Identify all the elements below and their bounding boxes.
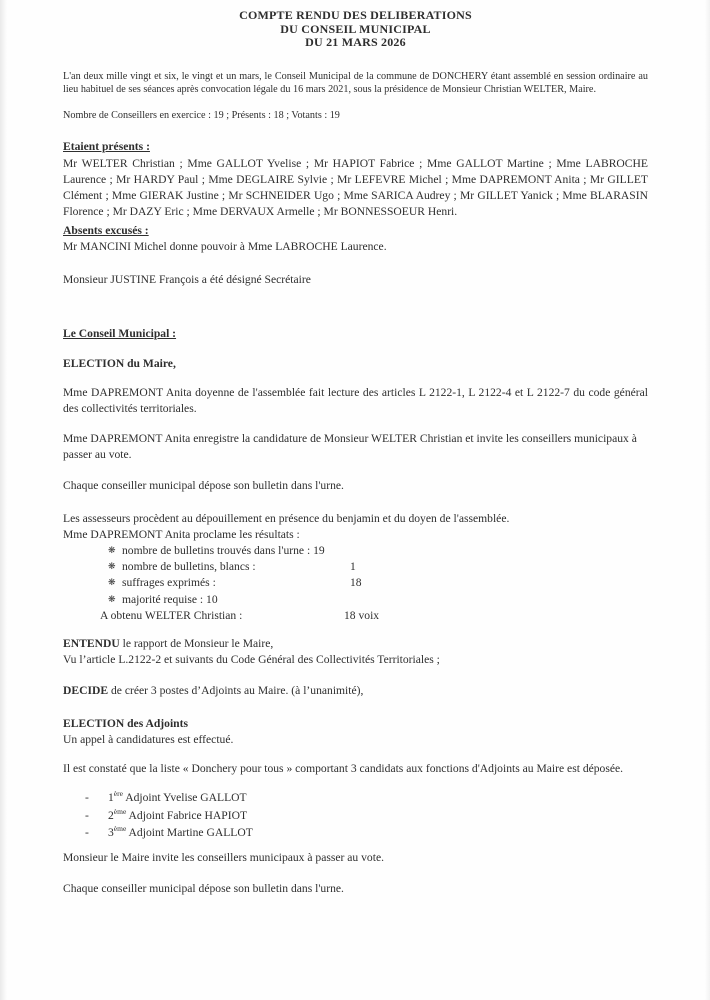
adjoint-ordinal: 1 — [108, 791, 114, 805]
candidature-paragraph: Mme DAPREMONT Anita enregistre la candidature de Monsieur WELTER Christian et invite les conseillers municipaux à passer au vote. — [63, 431, 637, 462]
adjoint-item-2 — [85, 807, 648, 824]
presents-heading — [63, 139, 648, 155]
result-label: A obtenu WELTER Christian : — [100, 608, 243, 622]
entendu-bold-word: ENTENDU — [63, 636, 120, 650]
appel-candidatures-line: Un appel à candidatures est effectué. — [63, 732, 234, 746]
vu-article-line: Vu l’article L.2122-2 et suivants du Code Général des Collectivités Territoriales ; — [63, 653, 440, 667]
result-line-suffrages — [108, 575, 648, 591]
liste-constate-paragraph: Il est constaté que la liste « Donchery pour tous » comportant 3 candidats aux fonctions d'Adjoints au Maire est déposée. — [63, 761, 624, 775]
adjoint-ordinal-suffix: ème — [113, 806, 127, 816]
absents-heading-text: Absents excusés : — [63, 223, 149, 237]
flower-bullet-icon: ❋ — [108, 594, 116, 605]
adjoint-item-1 — [85, 789, 648, 806]
adjoint-ordinal-suffix: ème — [113, 824, 127, 834]
decide-rest: de créer 3 postes d’Adjoints au Maire. (à l’unanimité), — [108, 684, 364, 698]
result-label: nombre de bulletins trouvés dans l'urne : 19 — [122, 543, 325, 557]
bulletin-urne-paragraph-2: Chaque conseiller municipal dépose son bulletin dans l'urne. — [63, 881, 344, 895]
entendu-line — [63, 636, 648, 652]
presents-names-paragraph: Mr WELTER Christian ; Mme GALLOT Yvelise ; Mr HAPIOT Fabrice ; Mme GALLOT Martine ; Mme LABROCHE Laurence ; Mr HARDY Paul ; Mme DEGLAIRE Sylvie ; Mr LEFEVRE Michel ; Mme DAPREMONT Anita ; Mr GILLET Clément ; Mme GIERAK Justine ; Mr SCHNEIDER Ugo ; Mme SARICA Audrey ; Mr GILLET Yanick ; Mme BLARASIN Florence ; Mr DAZY Eric ; Mme DERVAUX Armelle ; Mr BONNESSOEUR Henri. — [63, 156, 648, 219]
result-line-obtenu — [100, 608, 648, 624]
dash-bullet-icon: - — [85, 791, 89, 805]
adjoints-list — [85, 789, 648, 841]
result-label: suffrages exprimés : — [122, 576, 216, 590]
entendu-rest: le rapport de Monsieur le Maire, — [119, 636, 274, 650]
proclame-resultats-line: Mme DAPREMONT Anita proclame les résultats : — [63, 527, 300, 541]
result-label: nombre de bulletins, blancs : — [122, 560, 256, 574]
result-value: 18 — [350, 576, 362, 590]
assesseurs-paragraph: Les assesseurs procèdent au dépouillement en présence du benjamin et du doyen de l'assemblée. — [63, 511, 510, 525]
entendu-block — [63, 636, 648, 668]
dash-bullet-icon: - — [85, 826, 89, 839]
adjoint-item-3 — [85, 824, 648, 841]
presents-heading-text: Etaient présents : — [63, 139, 150, 153]
title-line-1: COMPTE RENDU DES DELIBERATIONS — [239, 8, 472, 22]
election-adjoints-heading: ELECTION des Adjoints — [63, 716, 188, 730]
adjoint-ordinal: 3 — [108, 826, 114, 839]
dash-bullet-icon: - — [85, 808, 89, 822]
intro-paragraph: L'an deux mille vingt et six, le vingt et un mars, le Conseil Municipal de la commune de DONCHERY étant assemblé en session ordinaire au lieu habituel de ses séances après convocation légale du 16 mars 2021, sous la présidence de Monsieur Christian WELTER, Maire. — [63, 70, 648, 95]
result-line-bulletins-trouves — [108, 543, 648, 559]
election-maire-heading: ELECTION du Maire, — [63, 357, 176, 371]
flower-bullet-icon: ❋ — [108, 562, 116, 573]
vote-results-list — [100, 543, 648, 624]
maire-invite-line: Monsieur le Maire invite les conseillers municipaux à passer au vote. — [63, 851, 384, 865]
bulletin-urne-paragraph-1: Chaque conseiller municipal dépose son bulletin dans l'urne. — [63, 479, 344, 493]
secretary-line: Monsieur JUSTINE François a été désigné Secrétaire — [63, 272, 311, 286]
lecture-articles-paragraph: Mme DAPREMONT Anita doyenne de l'assemblée fait lecture des articles L 2122-1, L 2122-4 et L 2122-7 du code général des collectivités territoriales. — [63, 385, 648, 415]
flower-bullet-icon: ❋ — [108, 578, 116, 589]
title-line-3: DU 21 MARS 2026 — [305, 35, 406, 49]
result-line-majorite — [108, 592, 648, 608]
absents-text: Mr MANCINI Michel donne pouvoir à Mme LABROCHE Laurence. — [63, 239, 387, 253]
result-label: majorité requise : 10 — [122, 592, 218, 606]
adjoint-name: Adjoint Fabrice HAPIOT — [126, 808, 248, 822]
council-heading — [63, 326, 648, 342]
result-value: 1 — [350, 560, 356, 574]
adjoint-ordinal-suffix: ère — [113, 789, 123, 799]
result-line-bulletins-blancs — [108, 559, 648, 575]
adjoint-name: Adjoint Martine GALLOT — [126, 826, 253, 839]
decide-bold-word: DECIDE — [63, 684, 109, 698]
adjoint-name: Adjoint Yvelise GALLOT — [122, 791, 247, 805]
council-heading-text: Le Conseil Municipal : — [63, 327, 177, 341]
counselors-counts-line: Nombre de Conseillers en exercice : 19 ; Présents : 18 ; Votants : 19 — [63, 109, 340, 121]
flower-bullet-icon: ❋ — [108, 545, 116, 556]
absents-heading — [63, 223, 648, 239]
adjoint-ordinal: 2 — [108, 808, 114, 822]
document-title — [63, 9, 648, 50]
result-value: 18 voix — [344, 608, 380, 622]
decide-line — [63, 683, 648, 699]
title-line-2: DU CONSEIL MUNICIPAL — [280, 21, 431, 36]
